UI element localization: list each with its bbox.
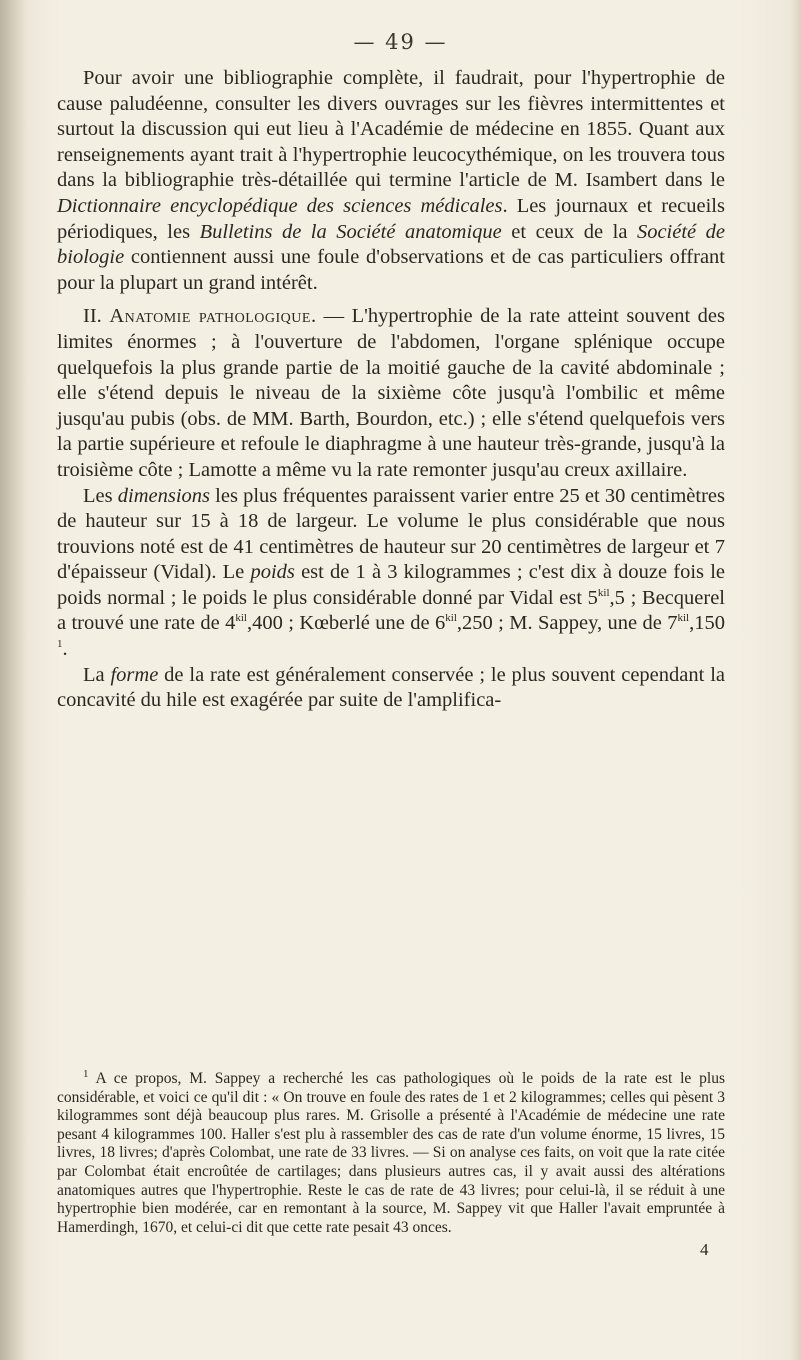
text-run: A ce propos, M. Sappey a recherché les cas pathologiques où le poids de la rate est le plus considérable, et voici ce qu'il dit : « On trouve en foule des rates de 1 et 2 kilogrammes; celles qui pèsent 3 kilogrammes sont déjà beaucoup plus rares. M. Grisolle a présenté à l'Académie de médecine une rate pesant 4 kilogrammes 100. Haller s'est plu à rassembler des cas de rate d'un volume énorme, 15 livres, 15 livres, 18 livres; d'après Colombat, une rate de 33 livres. — Si on analyse ces faits, on voit que la rate citée par Colombat était encroûtée de cartilages; dans plusieurs autres cas, il y avait aussi des altérations anatomiques autres que l'hypertrophie. Reste le cas de rate de 43 livres; pour celui-là, il se réduit à une hypertrophie bien modérée, car en remontant à la source, M. Sappey vit que Haller l'avait empruntée à Hamerdingh, 1670, et celui-ci dit que cette rate pesait 43 onces. (57, 1070, 725, 1236)
footnote-1 (57, 1067, 725, 1237)
text-run: et ceux de la (501, 220, 637, 243)
italic-text: poids (250, 561, 295, 584)
text-run: ,400 ; Kœberlé une de 6 (246, 612, 446, 635)
section-heading: Anatomie pathologique (109, 305, 311, 328)
italic-text: Société de biologie (57, 220, 725, 269)
text-run: II. (83, 305, 110, 328)
paragraph-4 (57, 663, 725, 714)
text-run: . (62, 638, 68, 661)
text-run: Les (83, 484, 118, 507)
text-run: de la rate est généralement conservée ; le plus souvent cependant la concavité du hile est exagérée par suite de l'amplifica- (57, 663, 725, 712)
page-number: — 49 — (353, 30, 448, 54)
footnotes (57, 1067, 725, 1237)
paragraph-2 (57, 304, 725, 483)
signature-mark: 4 (700, 1240, 709, 1259)
text-run: contiennent aussi une foule d'observations et de cas particuliers offrant pour la plupart un grand intérêt. (57, 246, 725, 294)
superscript: kil (597, 587, 610, 600)
binding-shadow (0, 0, 28, 1360)
paragraph-3 (57, 484, 725, 663)
superscript: 1 (57, 638, 63, 651)
italic-text: Bulletins de la Société anatomique (199, 220, 502, 243)
text-run: Pour avoir une bibliographie complète, il faudrait, pour l'hypertrophie de cause paludéenne, consulter les divers ouvrages sur les fièvres intermittentes et surtout la discussion qui eut lieu à l'Académie de médecine en 1855. Quant aux renseignements ayant trait à l'hypertrophie leucocythémique, on les trouvera tous dans la bibliographie très-détaillée qui termine l'article de M. Isambert dans le (57, 67, 725, 192)
text-run: . — L'hypertrophie de la rate atteint souvent des limites énormes ; à l'ouverture de l'abdomen, l'organe splénique occupe quelquefois la plus grande partie de la moitié gauche de la cavité abdominale ; elle s'étend depuis le niveau de la sixième côte jusqu'à l'ombilic et même jusqu'au pubis (obs. de MM. Barth, Bourdon, etc.) ; elle s'étend quelquefois vers la partie supérieure et refoule le diaphragme à une hauteur très-grande, jusqu'à la troisième côte ; Lamotte a même vu la rate remonter jusqu'au creux axillaire. (57, 305, 726, 481)
italic-text: Dictionnaire encyclopédique des sciences médicales (57, 194, 503, 217)
text-run: ,150 (689, 612, 725, 635)
superscript: kil (235, 612, 247, 625)
body-text (57, 66, 725, 714)
text-run: est de 1 à 3 kilogrammes ; c'est dix à douze fois le poids normal ; le poids le plus considérable donné par Vidal est 5 (57, 561, 725, 609)
text-run: ,5 ; Becquerel a trouvé une rate de 4 (57, 586, 725, 635)
text-run: ,250 ; M. Sappey, une de 7 (456, 612, 678, 635)
text-run: . Les journaux et recueils périodiques, les (57, 194, 725, 243)
superscript: 1 (83, 1067, 89, 1080)
superscript: kil (445, 612, 457, 625)
italic-text: dimensions (117, 484, 211, 507)
text-run: La (83, 663, 111, 686)
text-run: les plus fréquentes paraissent varier entre 25 et 30 centimètres de hauteur sur 15 à 18 de largeur. Le volume le plus considérable que nous trouvions noté est de 41 centimètres de hauteur sur 20 centimètres de largeur et 7 d'épaisseur (Vidal). Le (57, 484, 725, 584)
paragraph-1 (57, 66, 725, 296)
italic-text: forme (110, 663, 159, 686)
superscript: kil (677, 612, 690, 625)
